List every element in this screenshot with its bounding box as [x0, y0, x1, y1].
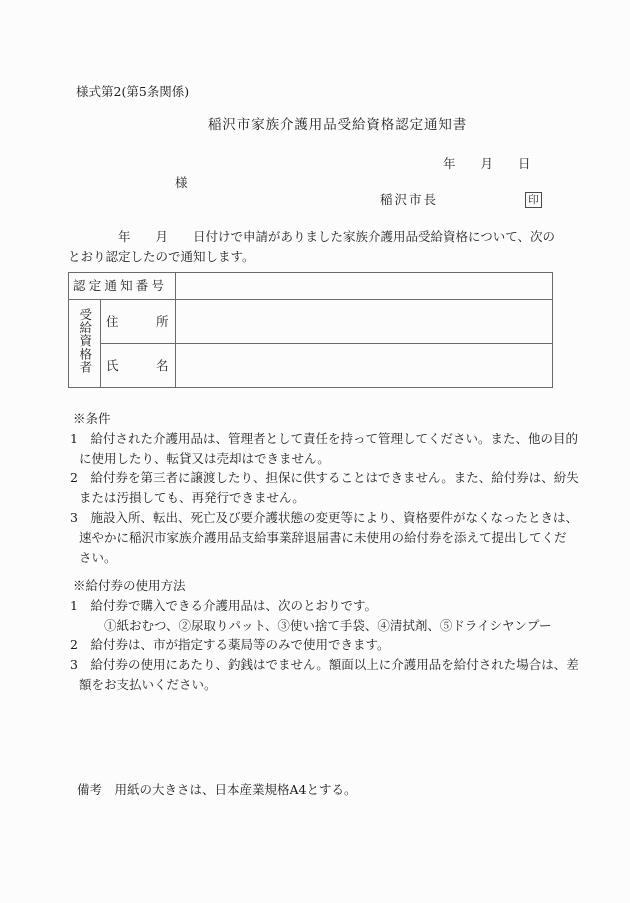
usage-item-1-line: 1 給付券で購入できる介護用品は、次のとおりです。 [70, 597, 377, 613]
usage-item-3-line: 3 給付券の使用にあたり、釣銭はでません。額面以上に介護用品を給付された場合は、差 [70, 657, 579, 673]
intro-paragraph [68, 227, 555, 267]
certification-table [68, 272, 553, 388]
address-value [176, 300, 553, 344]
notice-number-value [176, 273, 553, 300]
issuer-name: 稲沢市長 [380, 192, 439, 207]
usage-heading: ※給付券の使用方法 [73, 578, 186, 593]
addressee-suffix: 様 [175, 175, 188, 190]
condition-item-3-line: 3 施設入所、転出、死亡及び要介護状態の変更等により、資格要件がなくなったときは、 [70, 509, 578, 525]
condition-item-3-line: さい。 [79, 549, 117, 565]
usage-item-3-line: 額をお支払いください。 [79, 676, 217, 692]
table-row [69, 344, 553, 388]
issue-date-blanks: 年 月 日 [443, 156, 531, 171]
notice-number-label: 認定通知番号 [69, 273, 176, 300]
recipient-group-label: 受給資格者 [77, 307, 93, 374]
seal-box [525, 192, 542, 208]
table-row [69, 300, 553, 344]
name-value [176, 344, 553, 388]
condition-item-1-line: に使用したり、転貸又は売却はできません。 [79, 450, 330, 466]
remarks-note: 備考 用紙の大きさは、日本産業規格A4とする。 [77, 782, 357, 797]
seal-character: 印 [528, 194, 539, 206]
intro-line: 年 月 日付けで申請がありました家族介護用品受給資格について、次の [68, 229, 556, 244]
condition-item-2-line: または汚損しても、再発行できません。 [79, 490, 305, 506]
page-title: 稲沢市家族介護用品受給資格認定通知書 [208, 117, 468, 133]
condition-item-3-line: 速やかに稲沢市家族介護用品支給事業辞退届書に未使用の給付券を添えて提出してくだ [79, 529, 567, 545]
table-row [69, 273, 553, 300]
name-label: 氏 名 [101, 344, 176, 388]
recipient-group-label-cell [69, 300, 101, 388]
condition-item-2-line: 2 給付券を第三者に譲渡したり、担保に供することはできません。また、給付券は、紛失 [70, 470, 579, 486]
usage-item-1-line: ①紙おむつ、②尿取りパット、③使い捨て手袋、④清拭剤、⑤ドライシヤンプー [79, 617, 552, 633]
form-number: 様式第2(第5条関係) [76, 84, 190, 99]
usage-section [68, 576, 579, 695]
usage-item-2-line: 2 給付券は、市が指定する薬局等のみで使用できます。 [70, 637, 390, 653]
conditions-section [68, 409, 579, 567]
conditions-heading: ※条件 [73, 411, 111, 426]
address-label: 住 所 [101, 300, 176, 344]
intro-line: とおり認定したので通知します。 [68, 248, 255, 264]
condition-item-1-line: 1 給付された介護用品は、管理者として責任を持って管理してください。また、他の目的 [70, 430, 578, 446]
